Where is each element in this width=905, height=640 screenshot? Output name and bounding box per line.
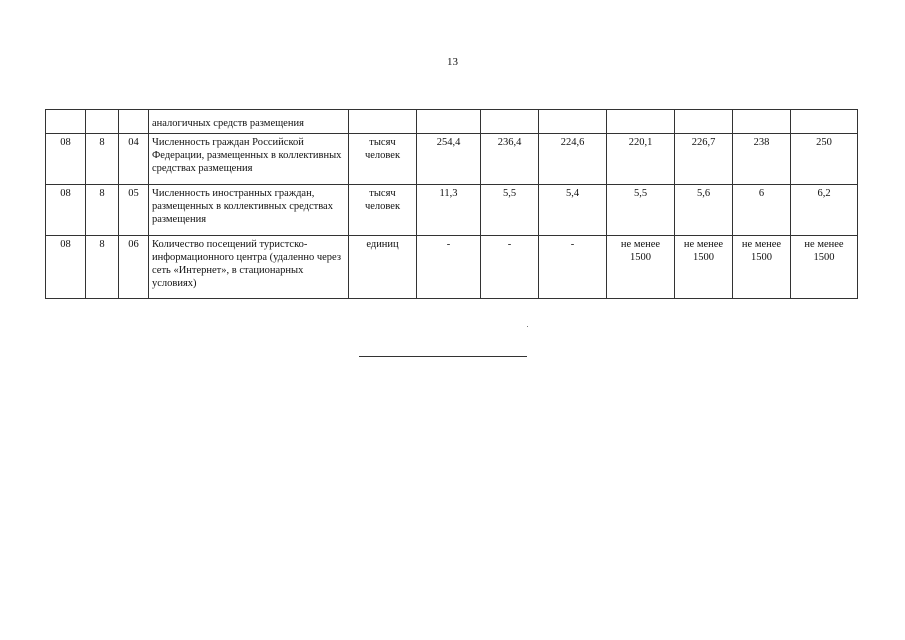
- cell-value: 236,4: [481, 134, 539, 185]
- cell-code3: 04: [119, 134, 149, 185]
- cell-value: 5,4: [539, 185, 607, 236]
- cell-code2: 8: [86, 134, 119, 185]
- cell-value: 11,3: [417, 185, 481, 236]
- cell-value: [481, 110, 539, 134]
- cell-indicator-name: Численность иностранных граждан, размещенных в коллективных средствах размещения: [149, 185, 349, 236]
- cell-unit: тысяч человек: [349, 134, 417, 185]
- cell-unit: [349, 110, 417, 134]
- cell-code1: 08: [46, 134, 86, 185]
- cell-value: 5,6: [675, 185, 733, 236]
- cell-code2: 8: [86, 185, 119, 236]
- cell-code1: 08: [46, 236, 86, 299]
- cell-value: 250: [791, 134, 858, 185]
- cell-code2: 8: [86, 236, 119, 299]
- cell-value: [417, 110, 481, 134]
- table-row-continuation: [46, 110, 858, 134]
- cell-value: не менее 1500: [607, 236, 675, 299]
- cell-value: 224,6: [539, 134, 607, 185]
- scan-dot: [527, 326, 528, 327]
- table-row: [46, 236, 858, 299]
- cell-code2: [86, 110, 119, 134]
- cell-value: [675, 110, 733, 134]
- cell-value: не менее 1500: [791, 236, 858, 299]
- cell-value: 238: [733, 134, 791, 185]
- cell-value: [791, 110, 858, 134]
- cell-value: [733, 110, 791, 134]
- cell-unit: тысяч человек: [349, 185, 417, 236]
- cell-value: не менее 1500: [675, 236, 733, 299]
- cell-code1: [46, 110, 86, 134]
- cell-value: -: [539, 236, 607, 299]
- cell-value: [607, 110, 675, 134]
- closing-rule-line: [359, 356, 527, 357]
- cell-code3: [119, 110, 149, 134]
- cell-code1: 08: [46, 185, 86, 236]
- cell-code3: 05: [119, 185, 149, 236]
- indicators-table: [45, 109, 858, 299]
- cell-code3: 06: [119, 236, 149, 299]
- cell-value: не менее 1500: [733, 236, 791, 299]
- cell-value: 226,7: [675, 134, 733, 185]
- cell-value: 6: [733, 185, 791, 236]
- cell-value: 5,5: [481, 185, 539, 236]
- cell-unit: единиц: [349, 236, 417, 299]
- page-number: 13: [447, 56, 458, 68]
- cell-value: -: [481, 236, 539, 299]
- cell-value: [539, 110, 607, 134]
- cell-indicator-name: аналогичных средств размещения: [149, 110, 349, 134]
- cell-value: 6,2: [791, 185, 858, 236]
- cell-indicator-name: Численность граждан Российской Федерации, размещенных в коллективных средствах размещения: [149, 134, 349, 185]
- cell-value: 220,1: [607, 134, 675, 185]
- table-row: [46, 134, 858, 185]
- cell-value: 5,5: [607, 185, 675, 236]
- cell-value: -: [417, 236, 481, 299]
- table-row: [46, 185, 858, 236]
- cell-value: 254,4: [417, 134, 481, 185]
- cell-indicator-name: Количество посещений туристско-информационного центра (удаленно через сеть «Интернет», в стационарных условиях): [149, 236, 349, 299]
